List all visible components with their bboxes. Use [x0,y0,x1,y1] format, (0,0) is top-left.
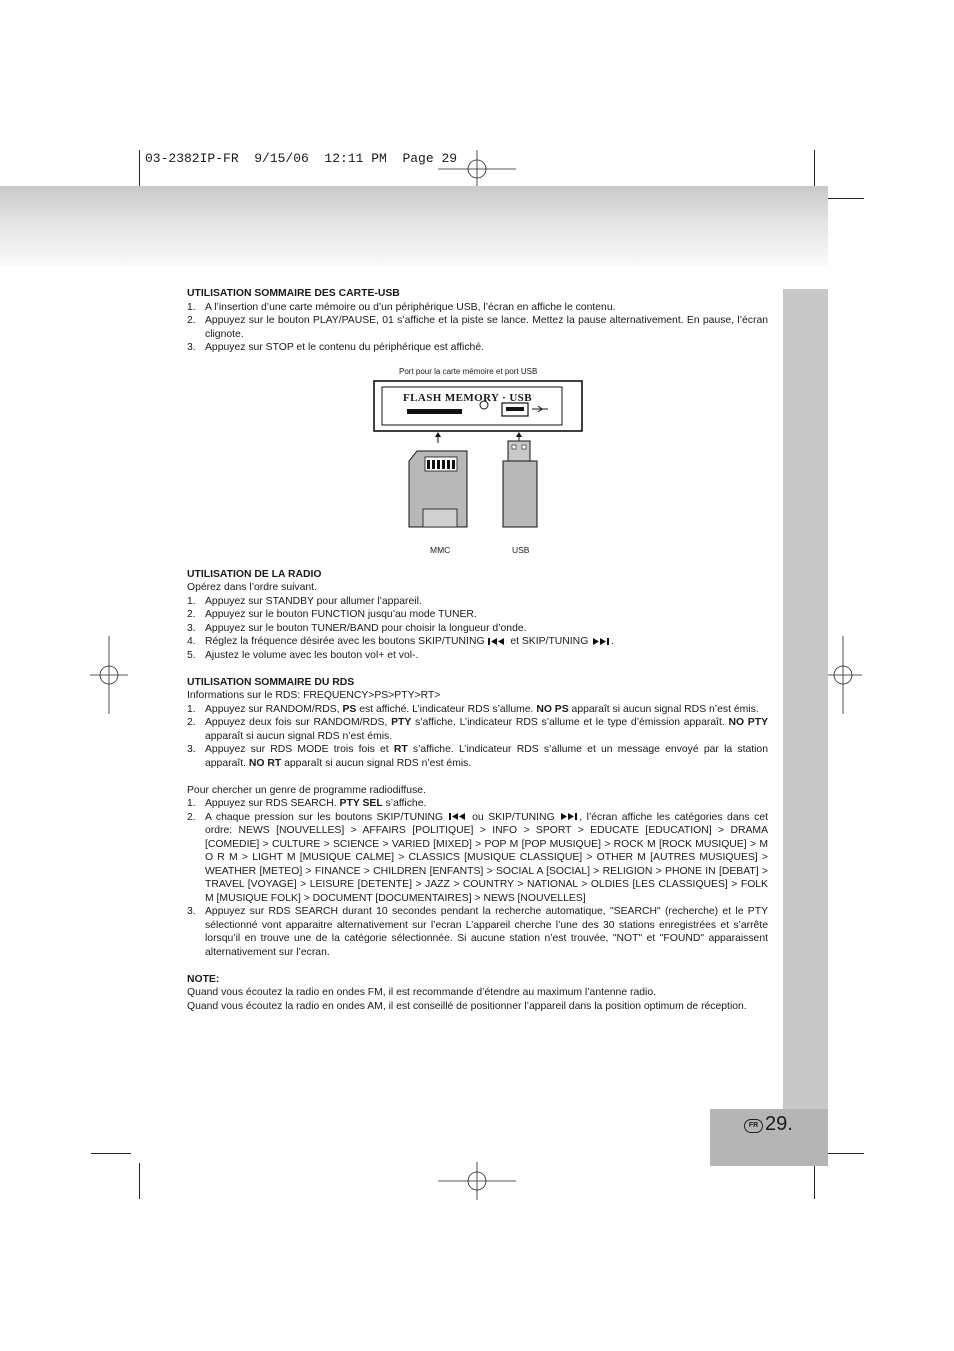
note-title: NOTE: [187,973,220,985]
side-strip [783,289,828,1109]
usb-label: USB [512,544,530,555]
section-title-rds: UTILISATION SOMMAIRE DU RDS [187,676,355,688]
section-title-radio: UTILISATION DE LA RADIO [187,568,322,580]
list-item: 5. Ajustez le volume avec les bouton vol+ et vol-. [187,649,419,661]
section-title-card-usb: UTILISATION SOMMAIRE DES CARTE-USB [187,288,400,299]
print-slug: 03-2382IP-FR 9/15/06 12:11 PM Page 29 [145,151,458,166]
crop-mark [824,198,864,199]
crop-mark [91,1153,131,1154]
radio-intro: Opérez dans l’ordre suivant. [187,582,317,593]
list-item: 2. Appuyez deux fois sur RANDOM/RDS, PTY s’affiche. L’indicateur RDS s’allume et le type d’émission apparaît. NO PTY apparaît si aucun signal RDS n’est émis. [187,717,769,742]
header-band [0,186,828,266]
list-item: 1. Appuyez sur STANDBY pour allumer l’appareil. [187,595,422,607]
list-item: 4. Réglez la fréquence désirée avec les boutons SKIP/TUNING et SKIP/TUNING . [187,636,615,647]
list-item: 1. Appuyez sur RDS SEARCH. PTY SEL s’affiche. [187,798,427,809]
skip-back-icon [448,812,468,821]
list-item: 3. Appuyez sur RDS MODE trois fois et RT s’affiche. L’indicateur RDS s’allume et un message envoyé par la station apparaît. NO RT apparaît si aucun signal RDS n’est émis. [187,744,768,769]
rds-steps [187,703,768,771]
list-item: 3. Appuyez sur STOP et le contenu du périphérique est affiché. [187,342,484,353]
flash-memory-panel-label: FLASH MEMORY · USB [403,391,532,404]
page-number: 29. [765,1113,793,1135]
crop-mark [139,150,140,186]
pty-steps [187,797,768,959]
list-item: 2. Appuyez sur le bouton PLAY/PAUSE, 01 s’affiche et la piste se lance. Mettez la pause alternativement. En pause, l’écran clignote. [187,315,768,340]
skip-forward-icon [591,637,611,646]
note-am: Quand vous écoutez la radio en ondes AM, il est conseillé de positionner l’appareil dans la position optimum de réception. [187,1000,747,1012]
radio-steps [187,595,768,663]
port-figure [187,365,768,555]
note-fm: Quand vous écoutez la radio en ondes FM, il est recommande d’étendre au maximum l’antenne radio. [187,987,656,998]
language-badge: FR [744,1119,763,1133]
registration-mark [90,636,130,716]
list-item: 3. Appuyez sur RDS SEARCH durant 10 secondes pendant la recherche automatique, "SEARCH" (recherche) et le PTY sélectionné vont apparaitre alternativement sur l’ecran L’appareil cherche l’une des 30 stations enregistrées et s’arrête lorsqu’il en trouve une de la catégorie sélectionnée. Si aucune station n’est trouvée, "NOT" et "FOUND" apparaissent alternativement sur l’ecran. [187,906,768,958]
list-item: 3. Appuyez sur le bouton TUNER/BAND pour choisir la longueur d’onde. [187,622,527,634]
list-item: 1. Appuyez sur RANDOM/RDS, PS est affiché. L’indicateur RDS s’allume. NO PS apparaît si aucun signal RDS n’est émis. [187,703,759,715]
card-usb-steps [187,301,768,355]
mmc-label: MMC [430,544,451,555]
list-item: 2. Appuyez sur le bouton FUNCTION jusqu’au mode TUNER. [187,609,477,620]
rds-intro: Informations sur le RDS: FREQUENCY>PS>PTY>RT> [187,690,441,701]
skip-forward-icon [559,812,579,821]
crop-mark [139,1163,140,1199]
pty-intro: Pour chercher un genre de programme radiodiffuse. [187,784,426,796]
figure-caption: Port pour la carte mémoire et port USB [399,366,538,376]
registration-mark [824,636,864,716]
main-content [187,287,768,1013]
crop-mark [814,1163,815,1199]
crop-mark [814,150,815,186]
skip-back-icon [487,637,507,646]
list-item: 1. A l’insertion d’une carte mémoire ou d’un périphérique USB, l’écran en affiche le contenu. [187,301,616,313]
registration-mark [438,1162,518,1202]
crop-mark [824,1153,864,1154]
list-item: 2. A chaque pression sur les boutons SKIP/TUNING ou SKIP/TUNING , l’écran affiche les catégories dans cet ordre: NEWS [NOUVELLES] > AFFAIRS [POLITIQUE] > INFO > SPORT > EDUCATE [EDUCATION] > DRAMA [COMEDIE] > CULTURE > SCIENCE > VARIED [MIXED] > POP M [POP MUSIQUE] > ROCK M [ROCK MUSIQUE] > M O R M > LIGHT M [MUSIQUE CALME] > CLASSICS [MUSIQUE CLASSIQUE] > OTHER M [AUTRES MUSIQUES] > WEATHER [METEO] > FINANCE > CHILDREN [ENFANTS] > SOCIAL A [SOCIAL] > RELIGION > PHONE IN [DEBAT] > TRAVEL [VOYAGE] > LEISURE [DETENTE] > JAZZ > COUNTRY > NATIONAL > OLDIES [LES CLASSIQUES] > FOLK M [MUSIQUE FOLK] > DOCUMENT [DOCUMENTAIRES] > NEWS [NOUVELLES] [187,811,768,904]
